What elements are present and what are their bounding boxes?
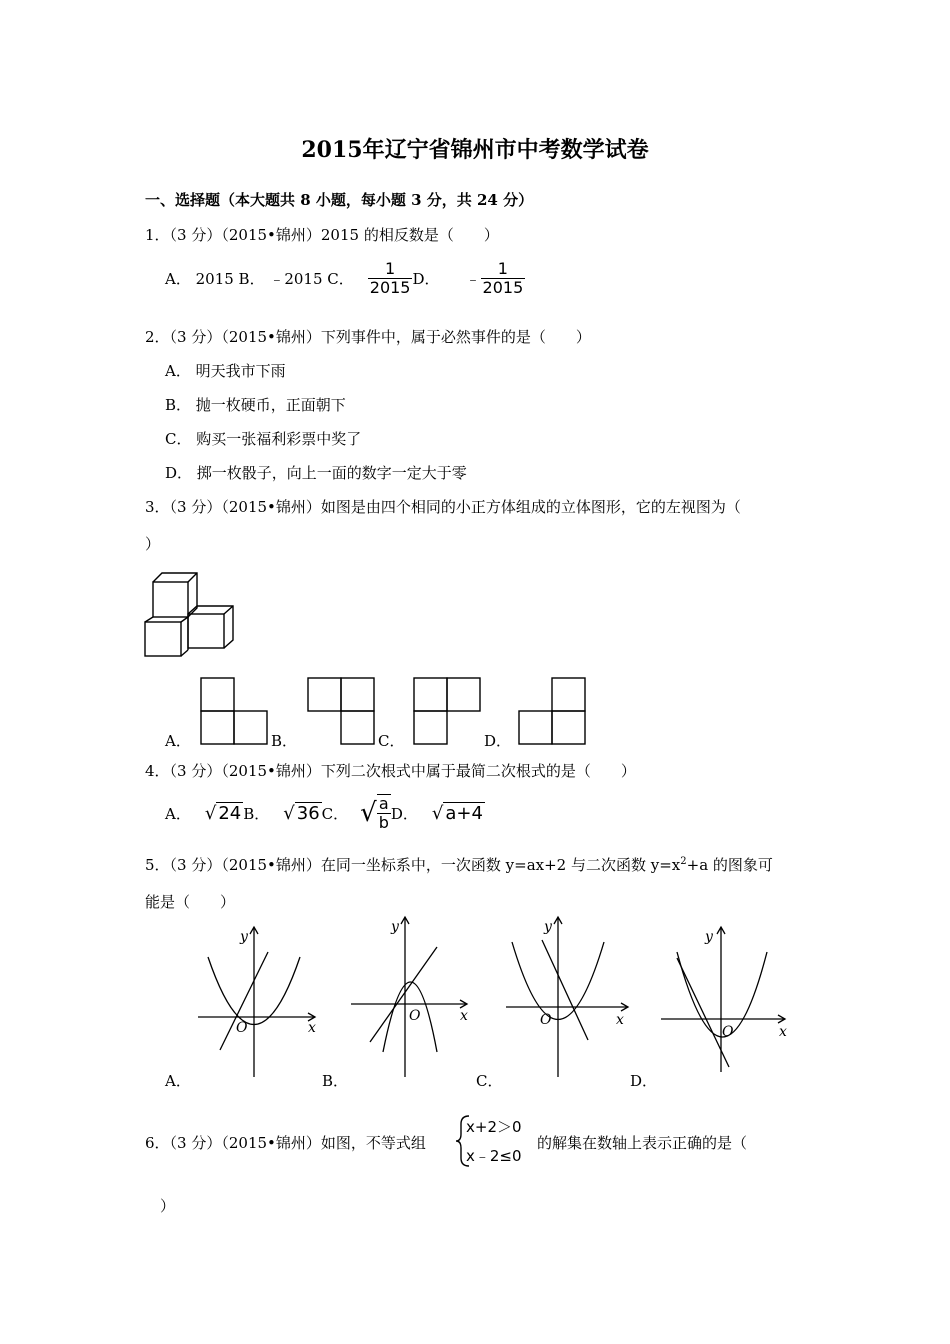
fraction-denominator: b — [378, 813, 389, 832]
q2-option-d: D． 掷一枚骰子，向上一面的数字一定大于零 — [165, 464, 467, 482]
inequality-1: x+2＞0 — [466, 1118, 522, 1136]
x-axis-label: x — [460, 1008, 468, 1024]
question-5-stem — [145, 854, 773, 875]
question-3-stem: 3．（3 分）（2015•锦州）如图是由四个相同的小正方体组成的立体图形，它的左视图为（ — [145, 498, 741, 516]
q5-graph-d — [655, 922, 795, 1077]
question-1-options — [165, 260, 525, 297]
q5-graph-c — [500, 912, 635, 1082]
q2-option-a: A． 明天我市下雨 — [165, 362, 286, 380]
q5-stem-part1: 5．（3 分）（2015•锦州）在同一坐标系中，一次函数 y=ax+2 与二次函数 y=x — [145, 856, 681, 874]
q3-option-c-figure — [412, 676, 482, 746]
fraction-denominator: 2015 — [369, 278, 411, 297]
q5-label-d: D． — [630, 1072, 658, 1090]
origin-label: O — [409, 1008, 421, 1024]
cube-stack-figure — [140, 568, 240, 663]
fraction-denominator: 2015 — [482, 278, 524, 297]
question-1-stem: 1．（3 分）（2015•锦州）2015 的相反数是（ ） — [145, 226, 499, 244]
q1-option-d-fraction — [481, 260, 526, 297]
inequality-2: x﹣2≤0 — [466, 1147, 522, 1165]
q1-option-d-label: D． — [412, 270, 440, 288]
q5-exponent: 2 — [680, 856, 687, 867]
x-axis-label: x — [308, 1020, 316, 1036]
origin-label: O — [540, 1012, 552, 1028]
q4-option-c-fraction — [377, 794, 391, 832]
y-axis-label: y — [240, 929, 248, 945]
fraction-numerator: a — [377, 795, 391, 814]
q5-stem-part2: +a 的图象可 — [686, 856, 773, 874]
question-3-stem-end: ） — [145, 535, 161, 553]
page-title: 2015年辽宁省锦州市中考数学试卷 — [301, 137, 649, 163]
x-axis-label: x — [616, 1012, 624, 1028]
question-6-stem-prefix: 6．（3 分）（2015•锦州）如图，不等式组 — [145, 1134, 426, 1152]
q3-label-a: A． — [165, 732, 191, 750]
q4-option-a-label: A． — [165, 804, 191, 823]
q4-option-a-radical: √ 24 — [204, 802, 242, 824]
y-axis-label: y — [391, 919, 399, 935]
q5-graph-a — [190, 922, 330, 1082]
q3-label-d: D． — [484, 732, 512, 750]
fraction-numerator: 1 — [368, 260, 413, 279]
q3-label-c: C． — [378, 732, 405, 750]
q4-option-b-label: B． — [243, 804, 270, 823]
q2-option-b: B． 抛一枚硬币，正面朝下 — [165, 396, 346, 414]
q5-label-c: C． — [476, 1072, 503, 1090]
question-4-options — [165, 794, 485, 832]
q4-option-c-radical: √ — [360, 798, 377, 828]
q4-option-b-radical: √ 36 — [283, 802, 320, 824]
q5-graph-b — [345, 912, 475, 1082]
section-heading: 一、选择题（本大题共 8 小题，每小题 3 分，共 24 分） — [145, 191, 534, 209]
q3-option-d-figure — [517, 676, 587, 746]
question-2-stem: 2．（3 分）（2015•锦州）下列事件中，属于必然事件的是（ ） — [145, 328, 591, 346]
q4-option-d-radical: √ a+4 — [431, 802, 483, 824]
q4-option-c-label: C． — [321, 804, 349, 823]
q1-option-c-fraction — [368, 260, 413, 297]
q5-label-a: A． — [165, 1072, 191, 1090]
question-6-stem-end: ） — [160, 1197, 176, 1215]
origin-label: O — [236, 1020, 248, 1036]
q3-option-a-figure — [199, 676, 269, 746]
y-axis-label: y — [705, 929, 713, 945]
radicand: a+4 — [445, 802, 483, 824]
q1-option-d-sign: ﹣ — [465, 270, 481, 288]
question-6-stem-suffix: 的解集在数轴上表示正确的是（ — [537, 1134, 748, 1152]
q1-options-ab: A． 2015 B． ﹣2015 C． — [165, 270, 354, 288]
q4-option-d-label: D． — [390, 804, 418, 823]
x-axis-label: x — [779, 1024, 787, 1040]
question-5-stem-line2: 能是（ ） — [145, 893, 236, 911]
q3-label-b: B． — [271, 732, 298, 750]
question-4-stem: 4．（3 分）（2015•锦州）下列二次根式中属于最简二次根式的是（ ） — [145, 762, 636, 780]
q5-label-b: B． — [322, 1072, 349, 1090]
y-axis-label: y — [544, 919, 552, 935]
origin-label: O — [722, 1024, 734, 1040]
fraction-numerator: 1 — [481, 260, 526, 279]
q3-option-b-figure — [306, 676, 376, 746]
radicand: 36 — [296, 802, 320, 824]
radicand: 24 — [218, 802, 242, 824]
q2-option-c: C． 购买一张福利彩票中奖了 — [165, 430, 362, 448]
